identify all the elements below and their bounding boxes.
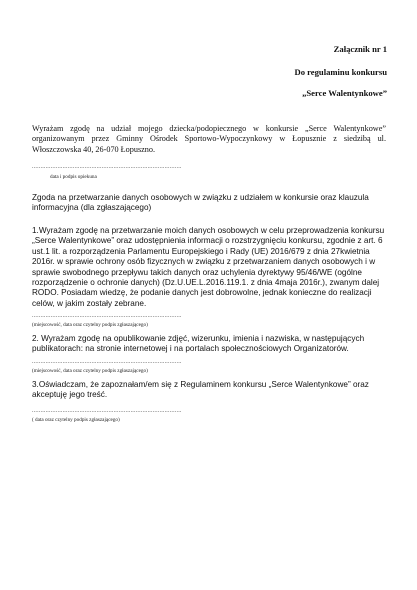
signature-line-1: ........................................................................................ xyxy=(32,313,182,319)
signature-caption-1: (miejscowość, data oraz czytelny podpis zgłaszającego) xyxy=(32,322,148,328)
participation-consent: Wyrażam zgodę na udział mojego dziecka/podopiecznego w konkursie „Serce Walentynkowe” organizowanym przez Gminny Ośrodek Sportowo-Wypoczynkowy w Łopusznie z siedzibą ul. Włoszczowska 40, 26-070 Łopuszno. xyxy=(32,124,386,154)
annex-number: Załącznik nr 1 xyxy=(333,44,387,54)
clause-image-publication: 2. Wyrażam zgodę na opublikowanie zdjęć, wizerunku, imienia i nazwiska, w następujących publikatorach: na stronie internetowej i na portalach społecznościowych Organizatorów. xyxy=(32,334,365,354)
contest-name: „Serce Walentynkowe” xyxy=(302,88,387,98)
clause-rules-acceptance: 3.Oświadczam, że zapoznałam/em się z Regulaminem konkursu „Serce Walentynkowe” oraz akceptuję jego treść. xyxy=(32,380,369,400)
signature-caption-parent: data i podpis opiekuna xyxy=(50,174,97,180)
rodo-consent-title: Zgoda na przetwarzanie danych osobowych w związku z udziałem w konkursie oraz klauzula informacyjna (dla zgłaszającego) xyxy=(32,193,369,213)
signature-line-parent: ........................................................................................ xyxy=(32,164,182,170)
clause-data-processing: 1.Wyrażam zgodę na przetwarzanie moich danych osobowych w celu przeprowadzenia konkursu „Serce Walentynkowe” oraz udostępnienia informacji o rozstrzygnięciu konkursu, zgodnie z art. 6 ust.1 lit. a rozporządzenia Parlamentu Europejskiego i Rady (UE) 2016/679 z dnia 27kwietnia 2016r. w sprawie ochrony osób fizycznych w związku z przetwarzaniem danych osobowych i w sprawie swobodnego przepływu takich danych oraz uchylenia dyrektywy 95/46/WE (ogólne rozporządzenie o ochronie danych) (Dz.U.UE.L.2016.119.1. z dnia 4maja 2016r.), zwanym dalej RODO. Posiadam wiedzę, że podanie danych jest dobrowolne, jednak konieczne do realizacji celów, w jakim zostały zebrane. xyxy=(32,226,385,308)
signature-line-3: ........................................................................................ xyxy=(32,408,182,414)
signature-line-2: ........................................................................................ xyxy=(32,359,182,365)
signature-caption-2: (miejscowość, data oraz czytelny podpis zgłaszającego) xyxy=(32,368,148,374)
signature-caption-3: ( data oraz czytelny podpis zgłaszającego) xyxy=(32,417,120,423)
rules-reference: Do regulaminu konkursu xyxy=(294,67,387,77)
